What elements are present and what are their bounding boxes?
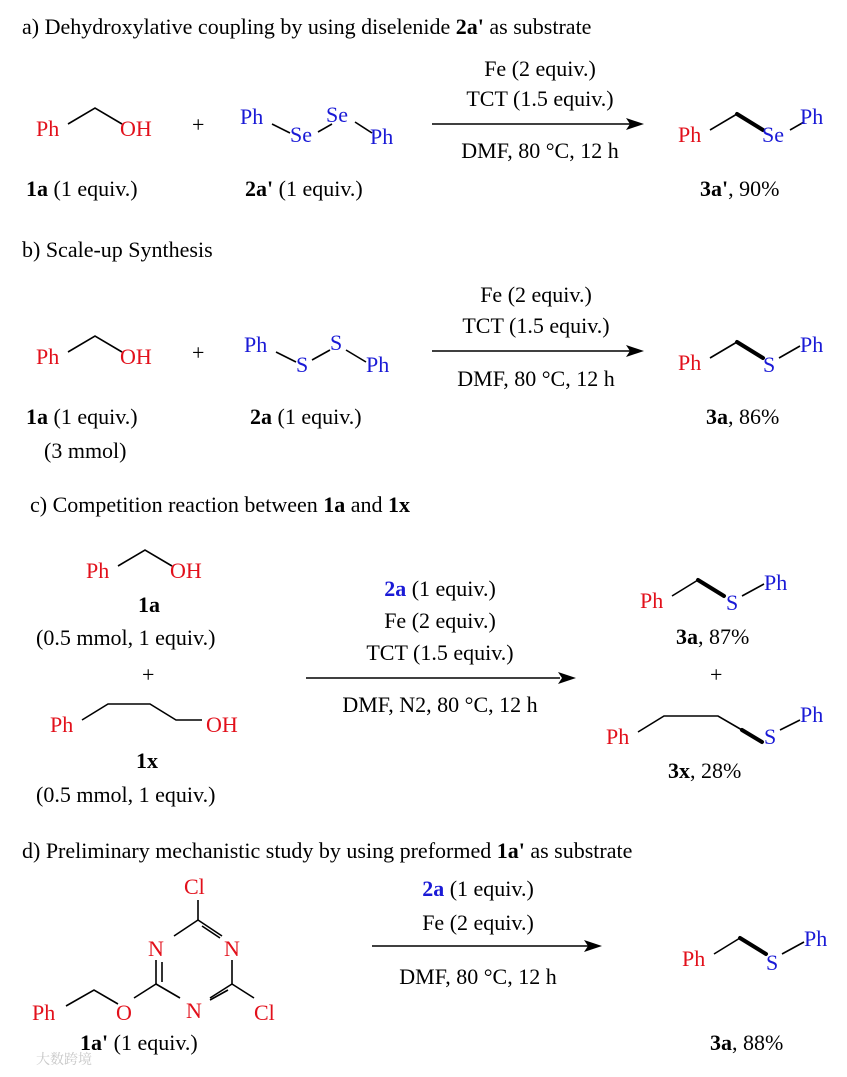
atom-s: S: [764, 724, 777, 749]
section-a-reactant2-label: 2a' (1 equiv.): [245, 176, 363, 201]
atom-oh: OH: [120, 344, 152, 369]
bond: [779, 346, 800, 358]
condition-solvent-temp: DMF, 80 °C, 12 h: [461, 138, 619, 163]
plus-sign: +: [710, 662, 723, 687]
atom-oh: OH: [206, 712, 238, 737]
bond: [782, 942, 804, 954]
section-b-reactant1-label: 1a (1 equiv.): [26, 404, 138, 429]
section-b-reactant2-label: 2a (1 equiv.): [250, 404, 362, 429]
section-a-product-label: 3a', 90%: [700, 176, 780, 201]
atom-o: O: [116, 1000, 132, 1025]
bond: [66, 990, 118, 1006]
bond: [710, 342, 737, 358]
atom-ph: Ph: [36, 344, 60, 369]
section-c-reactant1-label: 1a: [138, 592, 160, 617]
atom-ph: Ph: [800, 332, 824, 357]
section-c-reactant1-amount: (0.5 mmol, 1 equiv.): [36, 625, 216, 650]
bond: [780, 720, 800, 730]
section-c-product-3x: [606, 702, 823, 749]
atom-ph: Ph: [240, 104, 264, 129]
atom-s: S: [296, 352, 309, 377]
bond: [346, 350, 366, 362]
condition-solvent-temp: DMF, N2, 80 °C, 12 h: [342, 692, 538, 717]
bond: [272, 124, 290, 133]
section-c-product-3a: [640, 570, 787, 615]
bond: [672, 580, 698, 596]
bond: [742, 584, 764, 596]
section-c-reagent: 2a (1 equiv.): [384, 576, 496, 601]
bond: [232, 984, 254, 998]
bond: [312, 350, 330, 360]
section-a-diselenide: [240, 102, 393, 149]
atom-cl: Cl: [184, 874, 205, 899]
section-c-product2-label: 3x, 28%: [668, 758, 742, 783]
atom-n: N: [186, 998, 202, 1023]
condition-fe: Fe (2 equiv.): [480, 282, 592, 307]
bold-bond: [742, 730, 762, 742]
bond: [638, 716, 742, 732]
bond: [68, 108, 122, 124]
section-d-title: d) Preliminary mechanistic study by using preformed 1a' as substrate: [22, 838, 633, 863]
watermark: 大数跨境: [36, 1052, 92, 1068]
condition-solvent-temp: DMF, 80 °C, 12 h: [457, 366, 615, 391]
atom-se: Se: [326, 102, 348, 127]
section-b-disulfide: [244, 330, 389, 377]
bond: [276, 352, 296, 362]
bond: [710, 114, 737, 130]
condition-fe: Fe (2 equiv.): [384, 608, 496, 633]
section-b-benzyl-alcohol: [36, 336, 152, 369]
section-c-product1-label: 3a, 87%: [676, 624, 750, 649]
atom-ph: Ph: [678, 122, 702, 147]
atom-se: Se: [290, 122, 312, 147]
atom-ph: Ph: [678, 350, 702, 375]
atom-s: S: [726, 590, 739, 615]
section-a-title: a) Dehydroxylative coupling by using diselenide 2a' as substrate: [22, 14, 592, 39]
section-a-product: [678, 104, 823, 147]
atom-s: S: [766, 950, 779, 975]
section-c-phenylpropanol: [50, 704, 238, 737]
atom-s: S: [330, 330, 343, 355]
atom-ph: Ph: [86, 558, 110, 583]
plus-sign: +: [142, 662, 155, 687]
bond: [714, 938, 740, 954]
section-c-reactant2-amount: (0.5 mmol, 1 equiv.): [36, 782, 216, 807]
section-a-reactant1-label: 1a (1 equiv.): [26, 176, 138, 201]
atom-ph: Ph: [764, 570, 788, 595]
atom-ph: Ph: [804, 926, 828, 951]
atom-n: N: [224, 936, 240, 961]
bond: [118, 550, 172, 566]
atom-ph: Ph: [682, 946, 706, 971]
bold-bond: [740, 938, 766, 954]
condition-tct: TCT (1.5 equiv.): [462, 313, 610, 338]
atom-ph: Ph: [244, 332, 268, 357]
condition-tct: TCT (1.5 equiv.): [366, 640, 514, 665]
section-d-reactant-label: 1a' (1 equiv.): [80, 1030, 198, 1055]
bold-bond: [698, 580, 724, 596]
bond: [210, 984, 232, 998]
section-d-product: [682, 926, 827, 975]
atom-ph: Ph: [640, 588, 664, 613]
condition-solvent-temp: DMF, 80 °C, 12 h: [399, 964, 557, 989]
bold-bond: [737, 114, 763, 130]
section-b-reactant1-scale: (3 mmol): [44, 438, 127, 463]
atom-ph: Ph: [32, 1000, 56, 1025]
section-b-product-label: 3a, 86%: [706, 404, 780, 429]
atom-ph: Ph: [606, 724, 630, 749]
bond: [198, 920, 222, 936]
plus-sign: +: [192, 340, 205, 365]
atom-ph: Ph: [370, 124, 394, 149]
atom-oh: OH: [120, 116, 152, 141]
bond: [134, 984, 156, 998]
atom-ph: Ph: [800, 702, 824, 727]
bond: [174, 920, 198, 936]
atom-ph: Ph: [800, 104, 824, 129]
plus-sign: +: [192, 112, 205, 137]
atom-ph: Ph: [36, 116, 60, 141]
section-d-product-label: 3a, 88%: [710, 1030, 784, 1055]
section-a-benzyl-alcohol: [36, 108, 152, 141]
arrow-head: [558, 672, 576, 684]
condition-tct: TCT (1.5 equiv.): [466, 86, 614, 111]
atom-s: S: [763, 352, 776, 377]
section-c-title: c) Competition reaction between 1a and 1x: [30, 492, 410, 517]
bond: [82, 704, 202, 720]
section-d-triazine: [32, 874, 275, 1025]
atom-se: Se: [762, 122, 784, 147]
section-b-product: [678, 332, 823, 377]
atom-oh: OH: [170, 558, 202, 583]
section-c-benzyl-alcohol: [86, 550, 202, 583]
bond: [156, 984, 180, 998]
section-c-reactant2-label: 1x: [136, 748, 158, 773]
atom-n: N: [148, 936, 164, 961]
section-d-reagent: 2a (1 equiv.): [422, 876, 534, 901]
condition-fe: Fe (2 equiv.): [484, 56, 596, 81]
atom-cl: Cl: [254, 1000, 275, 1025]
section-b-title: b) Scale-up Synthesis: [22, 237, 213, 262]
atom-ph: Ph: [50, 712, 74, 737]
bond: [68, 336, 122, 352]
condition-fe: Fe (2 equiv.): [422, 910, 534, 935]
bold-bond: [737, 342, 763, 358]
atom-ph: Ph: [366, 352, 390, 377]
